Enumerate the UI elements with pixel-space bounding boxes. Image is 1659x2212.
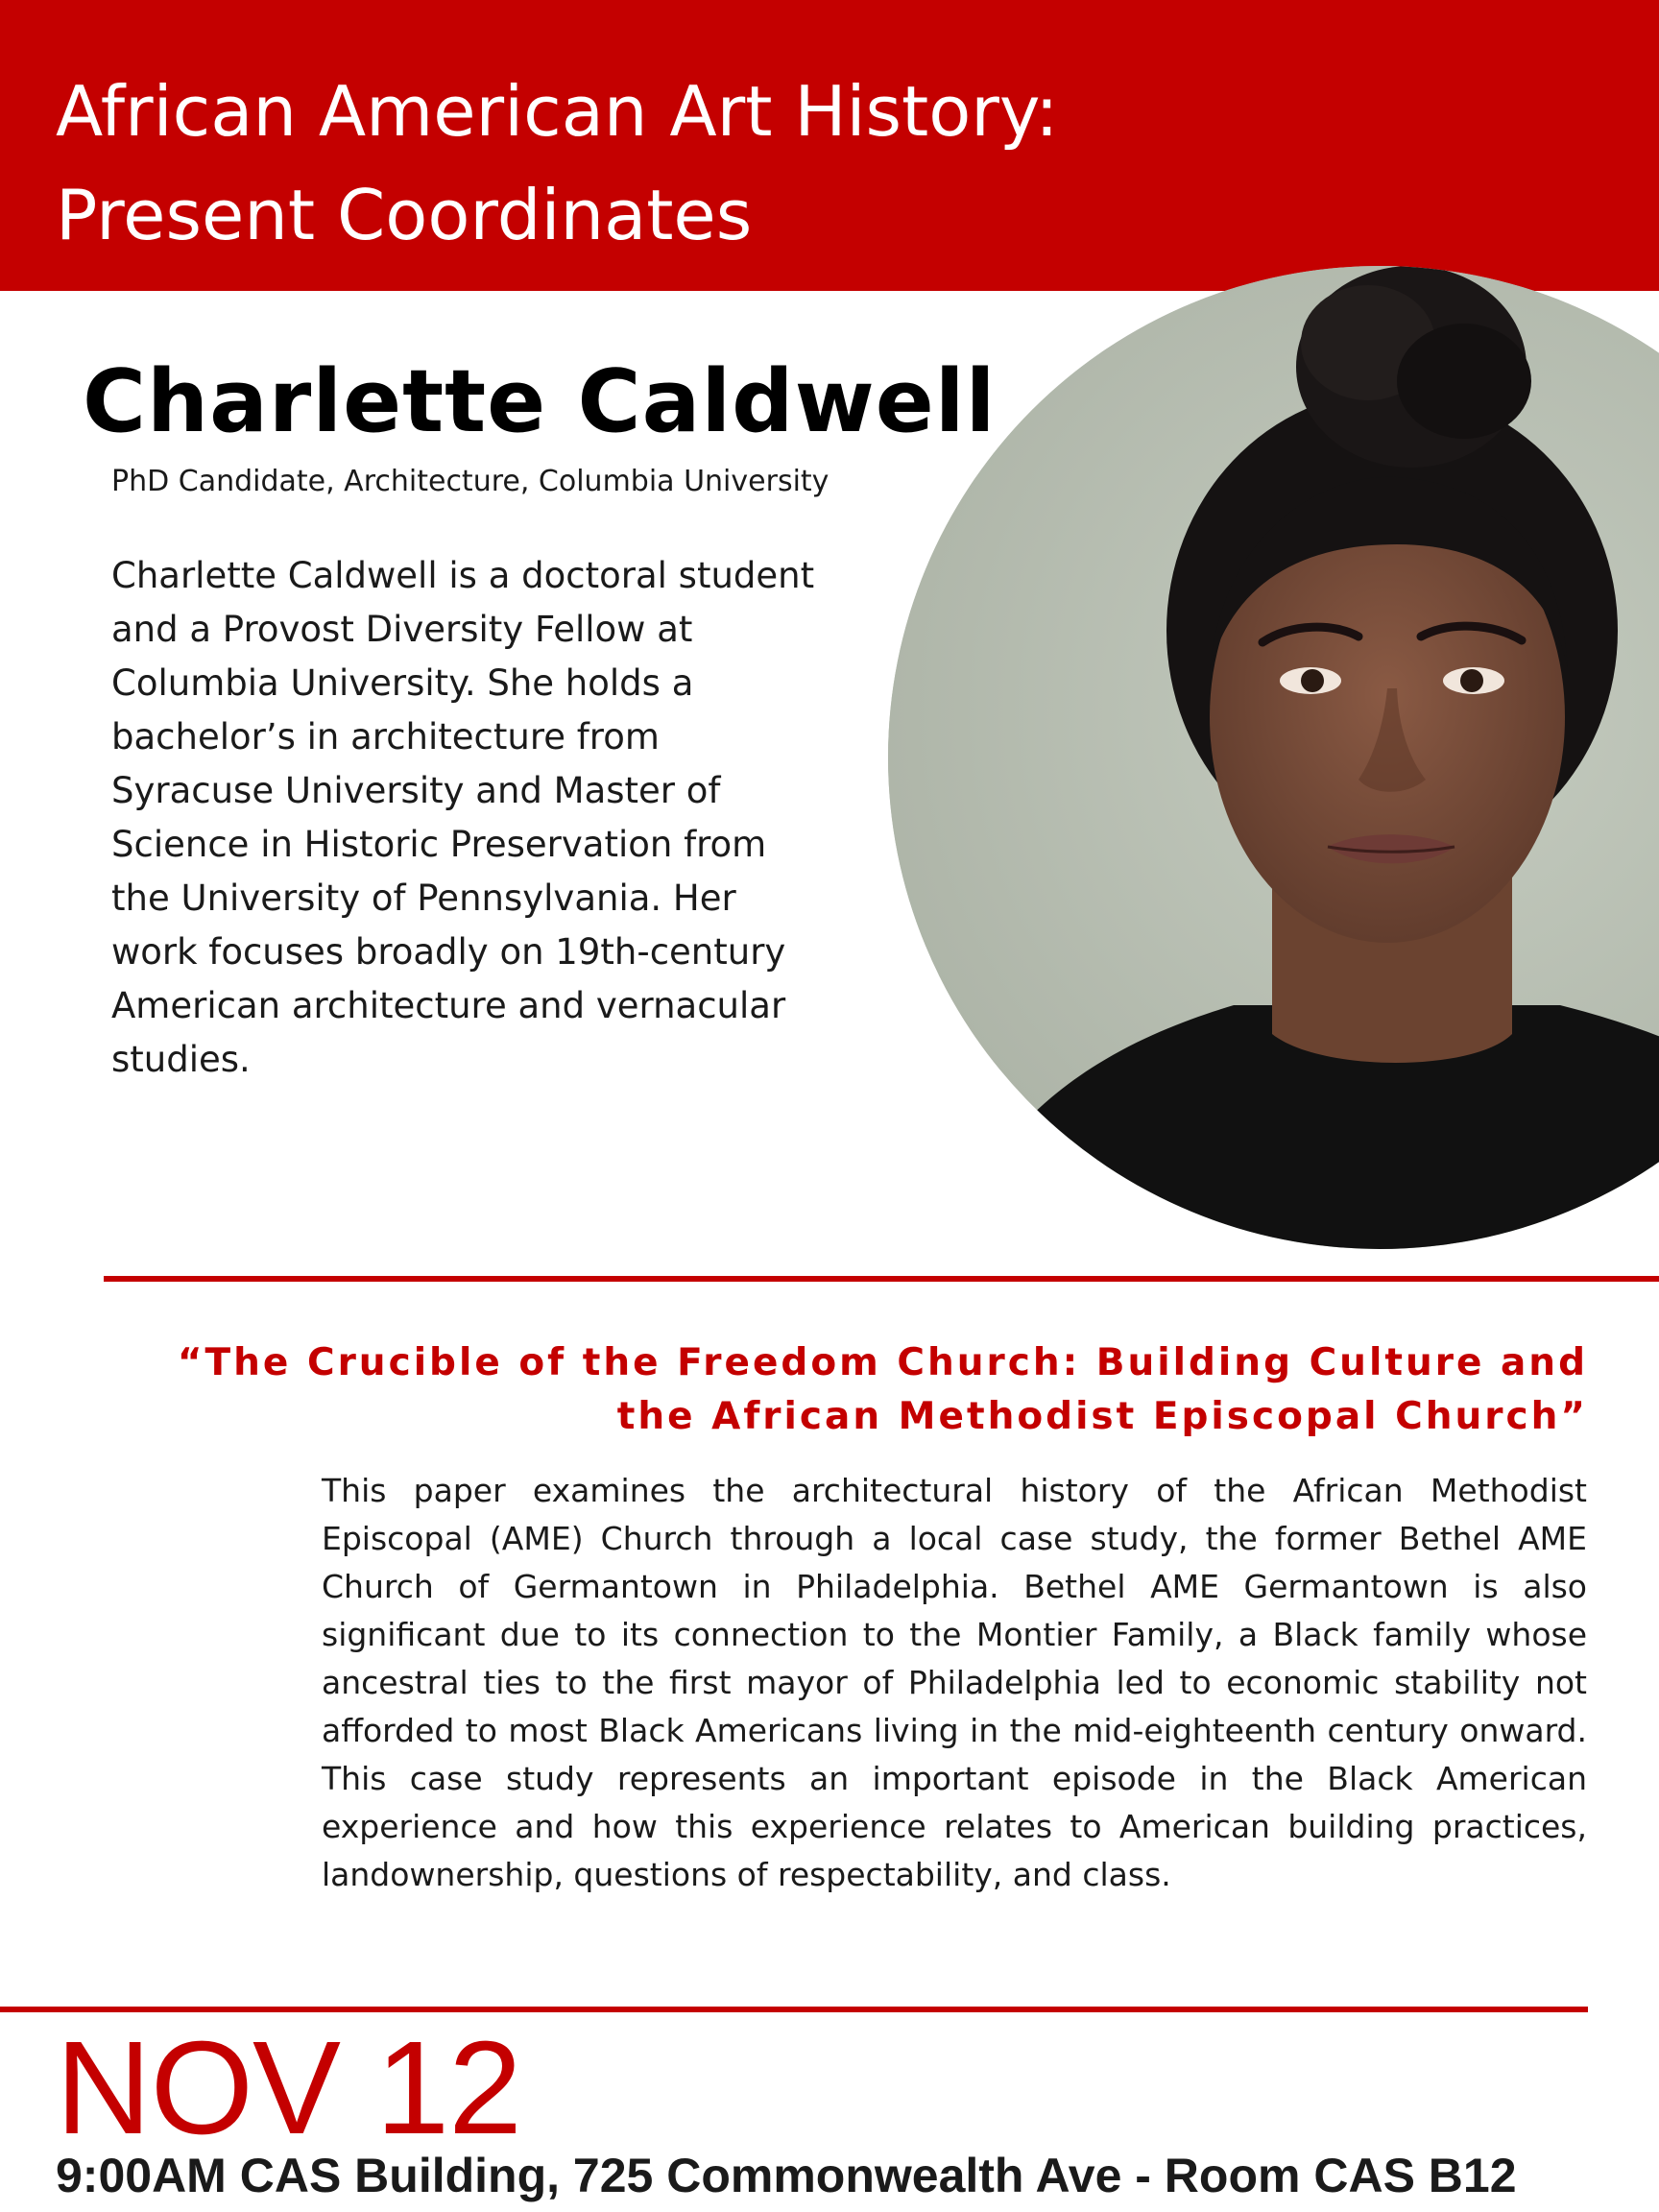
series-title-line-1: African American Art History:: [56, 71, 1059, 152]
portrait-illustration: [888, 266, 1659, 1249]
speaker-portrait: [888, 266, 1659, 1249]
speaker-bio: Charlette Caldwell is a doctoral student and a Provost Diversity Fellow at Columbia University. She holds a bachelor’s in architecture from Syracuse University and Master of Science in Historic Preservation from the University of Pennsylvania. Her work focuses broadly on 19th-century American architecture and vernacular studies.: [111, 555, 815, 1080]
series-title: [56, 60, 1496, 267]
series-title-line-2: Present Coordinates: [56, 175, 753, 255]
talk-abstract: This paper examines the architectural history of the African Methodist Episcopal (AME) Church through a local case study, the former Bethel AME Church of Germantown in Philadelphia. Bethel AME Germantown is also significant due to its connection to the Montier Family, a Black family whose ancestral ties to the first mayor of Philadelphia led to economic stability not afforded to most Black Americans living in the mid-eighteenth century onward. This case study represents an important episode in the Black American experience and how this experience relates to American building practices, landownership, questions of respectability, and class.: [322, 1472, 1587, 1893]
speaker-name: Charlette Caldwell: [83, 351, 997, 452]
header-banner: [0, 0, 1659, 291]
talk-title: “The Crucible of the Freedom Church: Building Culture and the African Methodist Episcopal Church”: [177, 1341, 1588, 1438]
event-time-location: 9:00AM CAS Building, 725 Commonwealth Ave - Room CAS B12: [56, 2149, 1517, 2202]
footer-divider: [0, 2007, 1588, 2012]
speaker-affiliation: PhD Candidate, Architecture, Columbia University: [111, 465, 830, 498]
section-divider: [104, 1276, 1659, 1282]
event-date: NOV 12: [56, 2014, 521, 2162]
